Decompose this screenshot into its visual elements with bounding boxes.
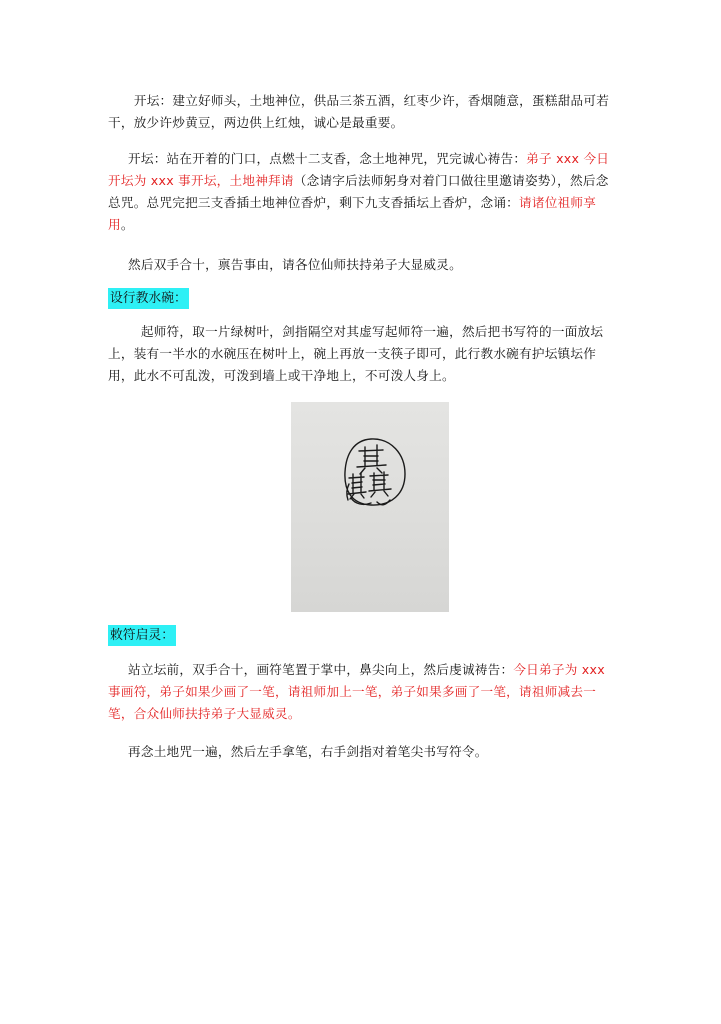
paragraph-text: 然后双手合十，禀告事由，请各位仙师扶持弟子大显威灵。 [128, 257, 462, 272]
paragraph-text: 再念土地咒一遍，然后左手拿笔，右手剑指对着笔尖书写符令。 [128, 744, 488, 759]
paragraph-water-bowl [108, 321, 613, 387]
red-prayer-text: 请诸位祖师享用 [108, 195, 597, 232]
paragraph-kaitan-offerings [108, 90, 613, 134]
red-prayer-text: 弟子 xxx 今日开坛为 xxx 事开坛，土地神拜请 [108, 151, 610, 188]
paragraph-text: 。 [120, 217, 134, 232]
talisman-photo [291, 402, 449, 612]
red-prayer-text: 今日弟子为 xxx 事画符，弟子如果少画了一笔，请祖师加上一笔，弟子如果多画了一笔，请祖师减去一笔，合众仙师扶持弟子大显威灵。 [108, 662, 605, 721]
paragraph-text: 起师符，取一片绿树叶，剑指隔空对其虚写起师符一遍，然后把书写符的一面放坛上，装有一半水的水碗压在树叶上，碗上再放一支筷子即可，此行教水碗有护坛镇坛作用，此水不可乱泼，可泼到墙上或干净地上，不可泼人身上。 [108, 324, 604, 383]
paragraph-talisman [108, 659, 613, 725]
paragraph-announce [108, 254, 613, 276]
section-heading-talisman: 敕符启灵： [108, 625, 176, 646]
paragraph-final [108, 741, 613, 763]
paragraph-kaitan-ritual [108, 148, 613, 236]
paragraph-text: 开坛：建立好师头，土地神位，供品三茶五酒，红枣少许，香烟随意，蛋糕甜品可若干，放少许炒黄豆，两边供上红烛，诚心是最重要。 [108, 93, 610, 130]
paragraph-text: 开坛：站在开着的门口，点燃十二支香，念土地神咒，咒完诚心祷告： [128, 151, 527, 166]
paragraph-text: 站立坛前，双手合十，画符笔置于掌中，鼻尖向上，然后虔诚祷告： [128, 662, 514, 677]
paragraph-text: （念请字后法师躬身对着门口做往里邀请姿势），然后念总咒。总咒完把三支香插土地神位香炉，剩下九支香插坛上香炉，念诵： [108, 173, 609, 210]
talisman-drawing [291, 402, 449, 612]
section-heading-water-bowl: 设行教水碗： [108, 288, 189, 309]
